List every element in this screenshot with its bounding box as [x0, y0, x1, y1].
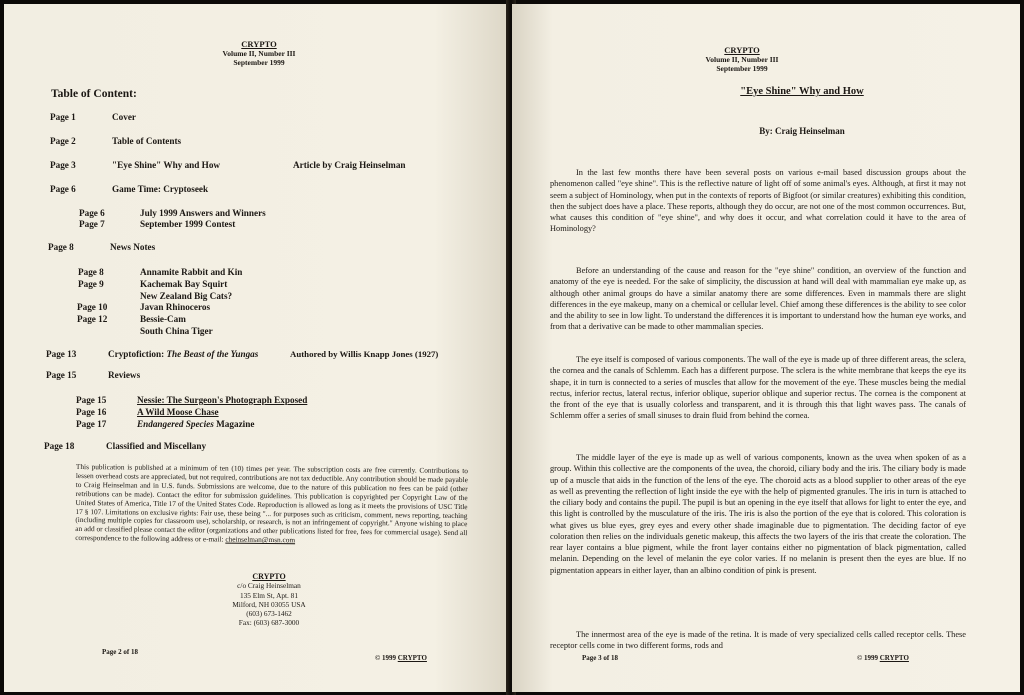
toc-title-text: September 1999 Contest — [140, 219, 236, 229]
toc-title-text: Table of Contents — [112, 136, 182, 146]
toc-title-text: New Zealand Big Cats? — [140, 291, 233, 301]
toc-page: Page 18 — [44, 441, 75, 451]
right-page-header — [687, 46, 797, 73]
article-paragraph: The middle layer of the eye is made up as well of various components, known as the uvea when spoken of as a group. Within this collective are the components of the uvea, the choroid, ciliary body and the iris. The ciliary body is made up of a muscle that aids in the function of the lens of the eye. The choroid acts as a blood supplier to other areas of the eye as well as preventing the reflection of light inside the eye with the help of pigmented granules. The iris in turn is attached to the ciliary body and contains the pupil. The pupil is but an opening in the eye itself that allows for light to enter the eye, and this light is controlled by the musculature of the iris. The iris is also the portion of the eye that is colored. This coloration is what gives us blue eyes, grey eyes and every other shade imaginable due to pigmentation. The deciding factor of eye coloration then relies on the individuals genetic makeup, this affects the two layers of the iris that create the coloration. The rear layer contains a blue pigment, while the front layer contains either no pigmentation of black pigmentation, called melanin. Depending on the level of melanin the eye color varies. If no melanin is present then the eyes are blue. If no pigmentation appears in either layer, than an albino condition of pink is present. — [550, 453, 966, 575]
toc-page: Page 13 — [46, 349, 77, 359]
toc-title: Table of Content: — [51, 88, 137, 100]
toc-page: Page 8 — [78, 267, 104, 277]
copyright-brand: CRYPTO — [879, 654, 909, 662]
toc-page: Page 6 — [79, 208, 105, 218]
toc-title-text: Reviews — [108, 370, 141, 380]
article-paragraph: In the last few months there have been several posts on various e-mail based discussion groups about the phenomenon called "eye shine". This is the reflective nature of light off of some animal's eyes. Although, at first it may not seem a subject of Hominology, when put in the contexts of reports of Bigfoot (or similar creatures) exhibiting this condition, then the subject does have a place. These reports, although they do occur, are not one of the most common occurrences. But, what causes this condition of "eye shine", and why does it occur, and what correlation could it have to the area of Hominology? — [550, 168, 966, 234]
copyright-prefix: © 1999 — [857, 654, 880, 662]
toc-page: Page 9 — [78, 279, 104, 289]
left-page — [4, 4, 510, 692]
left-page-header — [204, 40, 314, 67]
toc-page: Page 16 — [76, 407, 107, 417]
toc-title-text: A Wild Moose Chase — [137, 407, 219, 417]
article-paragraph: Before an understanding of the cause and reason for the "eye shine" condition, an overview of the function and anatomy of the eye is needed. For the sake of simplicity, the discussion at hand will deal with mammalian eye make up, as although other animal groups do have a similar anatomy there are some differences. Even in mammals there are slight differences in the eye makeup, many on a chemical or cellular level. Chief among these differences is the ability to see color and the ability to see in low light. To understand the differences it is important to understand how the human eye works, and from that a derivative can be made to other mammalian species. — [550, 266, 966, 332]
toc-page: Page 7 — [79, 219, 105, 229]
toc-page: Page 8 — [48, 242, 74, 252]
header-volume: Volume II, Number III — [222, 49, 296, 58]
toc-title-text: "Eye Shine" Why and How — [112, 160, 221, 170]
toc-page: Page 10 — [77, 302, 108, 312]
notice-text: This publication is published at a minimum of ten (10) times per year. The subscription costs are free currently. Contributions to lessen overhead costs are appreciated, but not required, contributions are not tax deductible. Any contribution should be made payable to Craig Heinselman and in U.S. funds. Submissions are welcome, due to the nature of this publication no fees can be paid (other retributions can be made). Contact the editor for submission guidelines. This publication is copyrighted per Copyright Law of the United States of America, Title 17 of the United States Code. Reproduction is allowed as long as it meets the provisions of USC Title 17 § 107. Limitations on exclusive rights: Fair use, these being "... for purposes such as criticism, comment, news reporting, teaching (including multiple copies for classroom use), scholarship, or research, is not an infringement of copyright." Anyone wishing to place an add or classified please contact the editor (organizations and other publications listed for free, fees for commercial usage). Send all correspondence to the following address or e-mail: — [75, 462, 468, 544]
toc-title-italic: The Beast of the Yungas — [166, 349, 259, 359]
article-title: "Eye Shine" Why and How — [740, 86, 864, 97]
toc-title-text: Nessie: The Surgeon's Photograph Exposed — [137, 395, 308, 405]
toc-title-prefix: Cryptofiction: — [108, 349, 167, 359]
toc-title-text: News Notes — [110, 242, 156, 252]
header-volume: Volume II, Number III — [705, 55, 779, 64]
address-line: c/o Craig Heinselman — [237, 581, 301, 591]
header-date: September 1999 — [233, 58, 285, 67]
address-line: 135 Elm St, Apt. 81 — [240, 590, 298, 600]
toc-note: Authored by Willis Knapp Jones (1927) — [290, 349, 439, 359]
page-number: Page 3 of 18 — [582, 654, 618, 662]
toc-title-text: Cover — [112, 112, 136, 122]
address-line: Milford, NH 03055 USA — [232, 599, 306, 609]
page-number: Page 2 of 18 — [102, 648, 138, 656]
toc-page: Page 15 — [76, 395, 107, 405]
toc-title-text: South China Tiger — [140, 326, 213, 336]
toc-page: Page 12 — [77, 314, 108, 324]
toc-page: Page 15 — [46, 370, 77, 380]
toc-page: Page 1 — [50, 112, 76, 122]
toc-title-italic: Endangered Species — [137, 419, 214, 429]
address-line: Fax: (603) 687-3000 — [238, 618, 300, 628]
toc-page: Page 17 — [76, 419, 107, 429]
toc-title-text: Classified and Miscellany — [106, 441, 207, 451]
copyright-prefix: © 1999 — [375, 654, 398, 662]
toc-title-text: Javan Rhinoceros — [140, 302, 211, 312]
toc-title-text: Game Time: Cryptoseek — [112, 184, 209, 194]
article-paragraph: The eye itself is composed of various components. The wall of the eye is made up of three different areas, the sclera, the cornea and the canals of Schlemm. Each has a different purpose. The sclera is the white membrane that keeps the eye its shape, it in turn is connected to a series of muscles that allow for the movement of the eye. These muscles being the medial rectus, inferior rectus, lateral rectus, inferior oblique, superior oblique and superior rectus. The cornea is the component at the front of the eye that is usually colorless and transparent, and it is through this that light waves pass. The canals of Schlemm offer a series of small sinuses to drain fluid from behind the cornea. — [550, 355, 966, 421]
header-title: CRYPTO — [241, 39, 277, 49]
address-line: (603) 673-1462 — [246, 609, 292, 619]
toc-title-text: Bessie-Cam — [140, 314, 186, 324]
article-paragraph: The innermost area of the eye is made of the retina. It is made of very specialized cells called receptor cells. These receptor cells come in two different forms, rods and — [550, 630, 966, 651]
editor-email-link[interactable]: cheinselman@msn.com — [225, 534, 296, 545]
toc-title-text: July 1999 Answers and Winners — [140, 208, 266, 218]
header-date: September 1999 — [716, 64, 768, 73]
toc-title-text — [137, 419, 254, 429]
right-page — [512, 4, 1020, 692]
header-title: CRYPTO — [724, 45, 760, 55]
toc-page: Page 6 — [50, 184, 76, 194]
address-name: CRYPTO — [252, 572, 286, 581]
toc-page: Page 2 — [50, 136, 76, 146]
copyright-brand: CRYPTO — [397, 654, 427, 662]
toc-title-text — [108, 349, 258, 359]
article-byline: By: Craig Heinselman — [759, 126, 845, 136]
toc-title-rest: Magazine — [213, 419, 255, 429]
toc-title-text: Kachemak Bay Squirt — [140, 279, 228, 289]
publication-notice — [75, 463, 468, 547]
toc-note: Article by Craig Heinselman — [293, 160, 406, 170]
toc-title-text: Annamite Rabbit and Kin — [140, 267, 243, 277]
copyright — [857, 654, 909, 662]
mailing-address — [204, 572, 334, 628]
toc-page: Page 3 — [50, 160, 76, 170]
copyright — [375, 654, 427, 662]
